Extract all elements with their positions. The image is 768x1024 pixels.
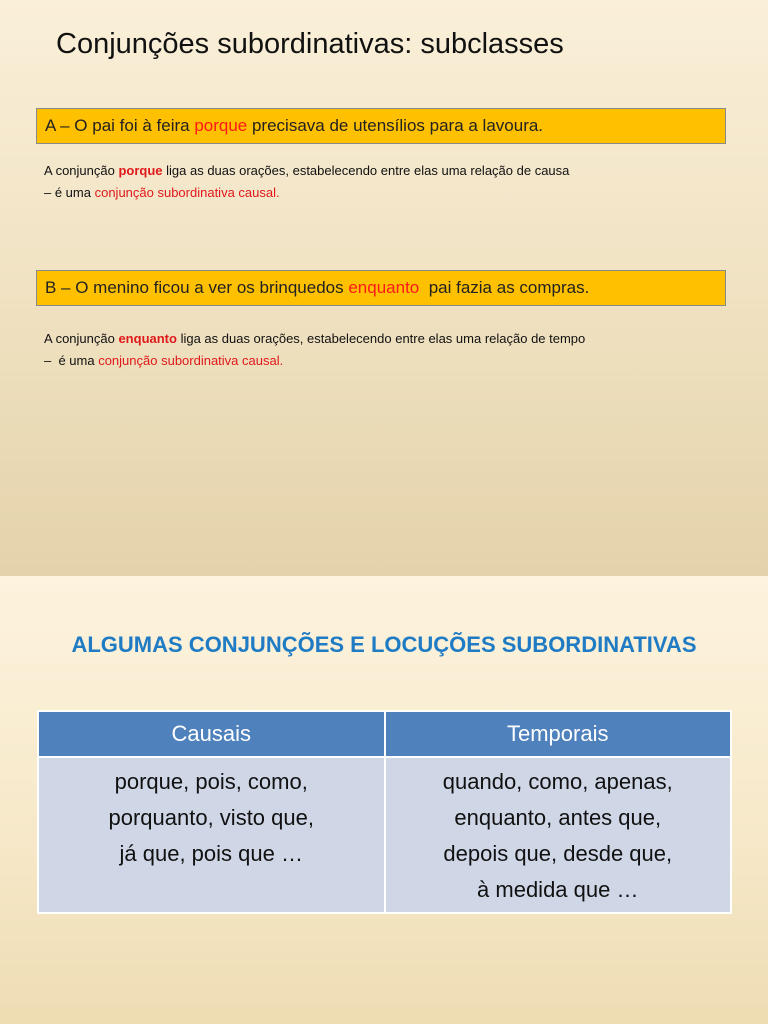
causais-line: já que, pois que … [119,841,303,866]
explanation-b [44,328,734,372]
slide-conjunction-table [0,576,768,1024]
explanation-a-line2: – é uma [44,185,95,200]
example-b-conjunction: enquanto [348,278,420,297]
causais-line: porquanto, visto que, [108,805,314,830]
example-b-prefix: B – O menino ficou a ver os brinquedos [45,278,349,297]
explanation-a-classification: conjunção subordinativa causal. [94,185,280,200]
temporais-line: enquanto, antes que, [454,805,662,830]
cell-temporais [385,757,732,913]
example-a-conjunction: porque [194,116,248,135]
example-b-suffix: pai fazia as compras. [419,278,590,297]
cell-causais [38,757,385,913]
temporais-line: quando, como, apenas, [442,769,673,794]
explanation-b-line2: – é uma [44,353,99,368]
temporais-line: depois que, desde que, [443,841,673,866]
slide2-heading: ALGUMAS CONJUNÇÕES E LOCUÇÕES SUBORDINATIVAS [71,632,697,657]
example-a-suffix: precisava de utensílios para a lavoura. [247,116,544,135]
header-temporais: Temporais [385,711,732,757]
example-a-prefix: A – O pai foi à feira [45,116,195,135]
explanation-b-mid: liga as duas orações, estabelecendo entre elas uma relação de tempo [176,331,586,346]
explanation-a [44,160,734,204]
example-sentence-b [36,270,726,306]
header-causais: Causais [38,711,385,757]
explanation-b-conjunction: enquanto [118,331,177,346]
explanation-b-pre: A conjunção [44,331,119,346]
explanation-a-conjunction: porque [118,163,163,178]
example-sentence-a [36,108,726,144]
causais-line: porque, pois, como, [114,769,308,794]
slide-title: Conjunções subordinativas: subclasses [56,28,564,60]
explanation-a-pre: A conjunção [44,163,119,178]
table-header-row [38,711,731,757]
explanation-b-classification: conjunção subordinativa causal. [98,353,284,368]
table-row [38,757,731,913]
explanation-a-mid: liga as duas orações, estabelecendo entre elas uma relação de causa [162,163,570,178]
conjunctions-table [37,710,732,914]
temporais-line: à medida que … [477,877,639,902]
